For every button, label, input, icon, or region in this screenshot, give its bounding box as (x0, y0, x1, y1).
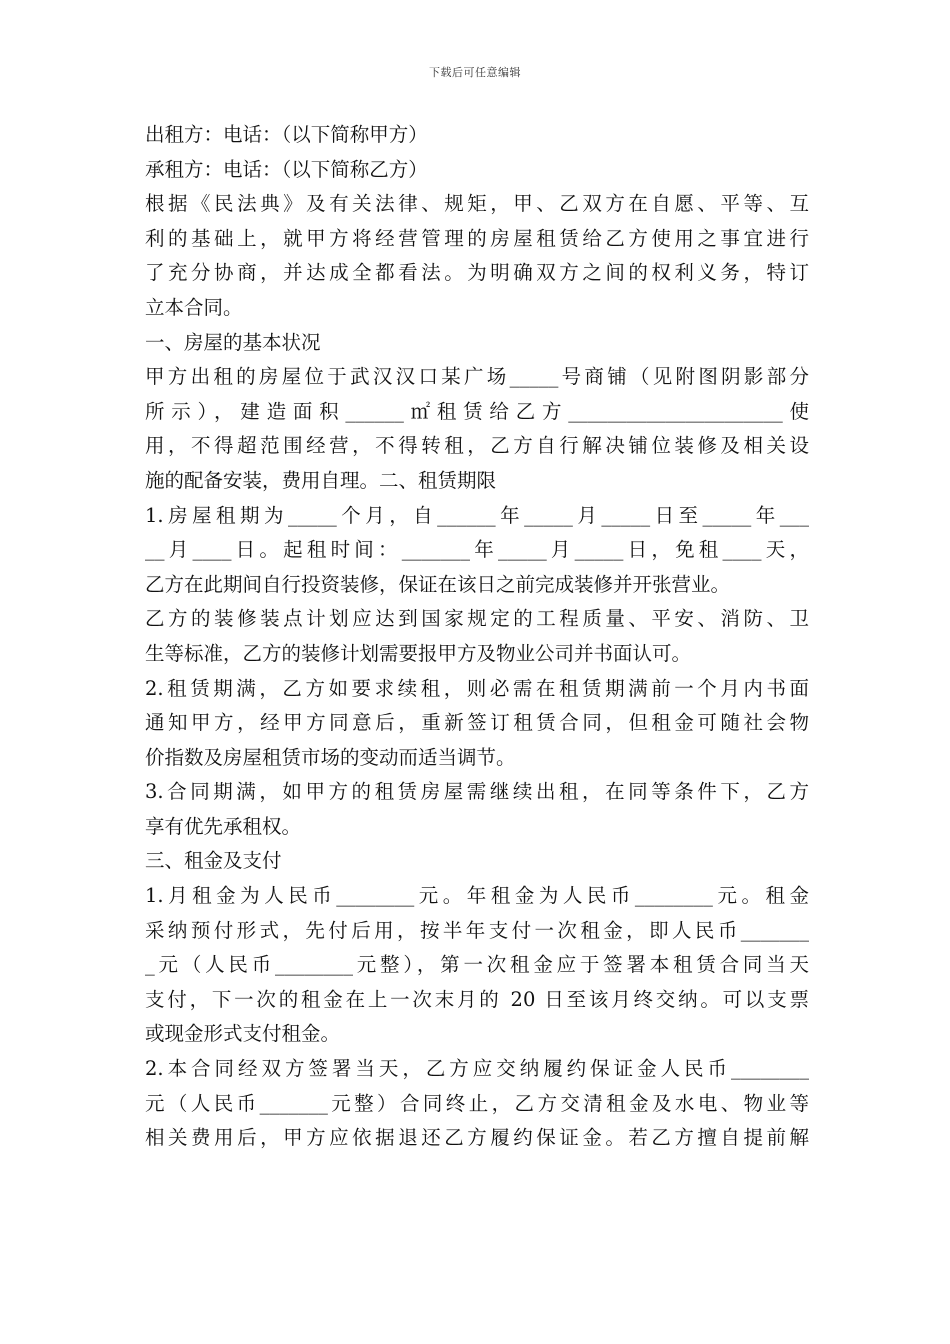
text-line: 价指数及房屋租赁市场的变动而适当调节。 (145, 745, 516, 769)
page-header: 下载后可任意编辑 (429, 66, 521, 79)
text-line: 元（人民币_______元整）合同终止，乙方交清租金及水电、物业等 (145, 1091, 809, 1115)
text-line: 所示），建造面积______㎡租赁给乙方______________________使 (145, 399, 809, 423)
text-line: 相关费用后，甲方应依据退还乙方履约保证金。若乙方擅自提前解 (145, 1126, 809, 1150)
text-line: 三、租金及支付 (145, 849, 282, 873)
contract-body (145, 118, 809, 1156)
text-line: 采纳预付形式，先付后用，按半年支付一次租金，即人民币_______ (145, 918, 809, 942)
text-line: 支付，下一次的租金在上一次末月的 20 日至该月终交纳。可以支票 (145, 987, 809, 1011)
text-line: 用，不得超范围经营，不得转租，乙方自行解决铺位装修及相关设 (145, 434, 809, 458)
text-line: 2.本合同经双方签署当天，乙方应交纳履约保证金人民币________ (145, 1057, 809, 1081)
text-line: 2.租赁期满，乙方如要求续租，则必需在租赁期满前一个月内书面 (145, 676, 809, 700)
text-line: 施的配备安装，费用自理。二、租赁期限 (145, 468, 497, 492)
text-line: 通知甲方，经甲方同意后，重新签订租赁合同，但租金可随社会物 (145, 711, 809, 735)
text-line: 甲方出租的房屋位于武汉汉口某广场_____号商铺（见附图阴影部分 (145, 365, 809, 389)
text-line: 享有优先承租权。 (145, 814, 302, 838)
text-line: 一、房屋的基本状况 (145, 330, 321, 354)
text-line: 生等标准，乙方的装修计划需要报甲方及物业公司并书面认可。 (145, 641, 692, 665)
text-line: 1.房屋租期为_____个月，自______年_____月_____日至_____年___ (145, 503, 809, 527)
text-line: 3.合同期满，如甲方的租赁房屋需继续出租，在同等条件下，乙方 (145, 780, 809, 804)
text-line: 立本合同。 (145, 295, 243, 319)
text-line: 乙方的装修装点计划应达到国家规定的工程质量、平安、消防、卫 (145, 607, 809, 631)
text-line: _元（人民币________元整），第一次租金应于签署本租赁合同当天 (145, 953, 809, 977)
text-line: __月____日。起租时间：_______年_____月_____日，免租____天， (145, 538, 809, 562)
text-line: 或现金形式支付租金。 (145, 1022, 341, 1046)
text-line: 1.月租金为人民币________元。年租金为人民币________元。租金 (145, 884, 809, 908)
text-line: 利的基础上，就甲方将经营管理的房屋租赁给乙方使用之事宜进行 (145, 226, 809, 250)
text-line: 根据《民法典》及有关法律、规矩，甲、乙双方在自愿、平等、互 (145, 192, 809, 216)
text-line: 承租方：电话：（以下简称乙方） (145, 157, 428, 181)
text-line: 了充分协商，并达成全都看法。为明确双方之间的权利义务，特订 (145, 261, 809, 285)
text-line: 出租方：电话：（以下简称甲方） (145, 123, 428, 146)
text-line: 乙方在此期间自行投资装修，保证在该日之前完成装修并开张营业。 (145, 572, 731, 596)
